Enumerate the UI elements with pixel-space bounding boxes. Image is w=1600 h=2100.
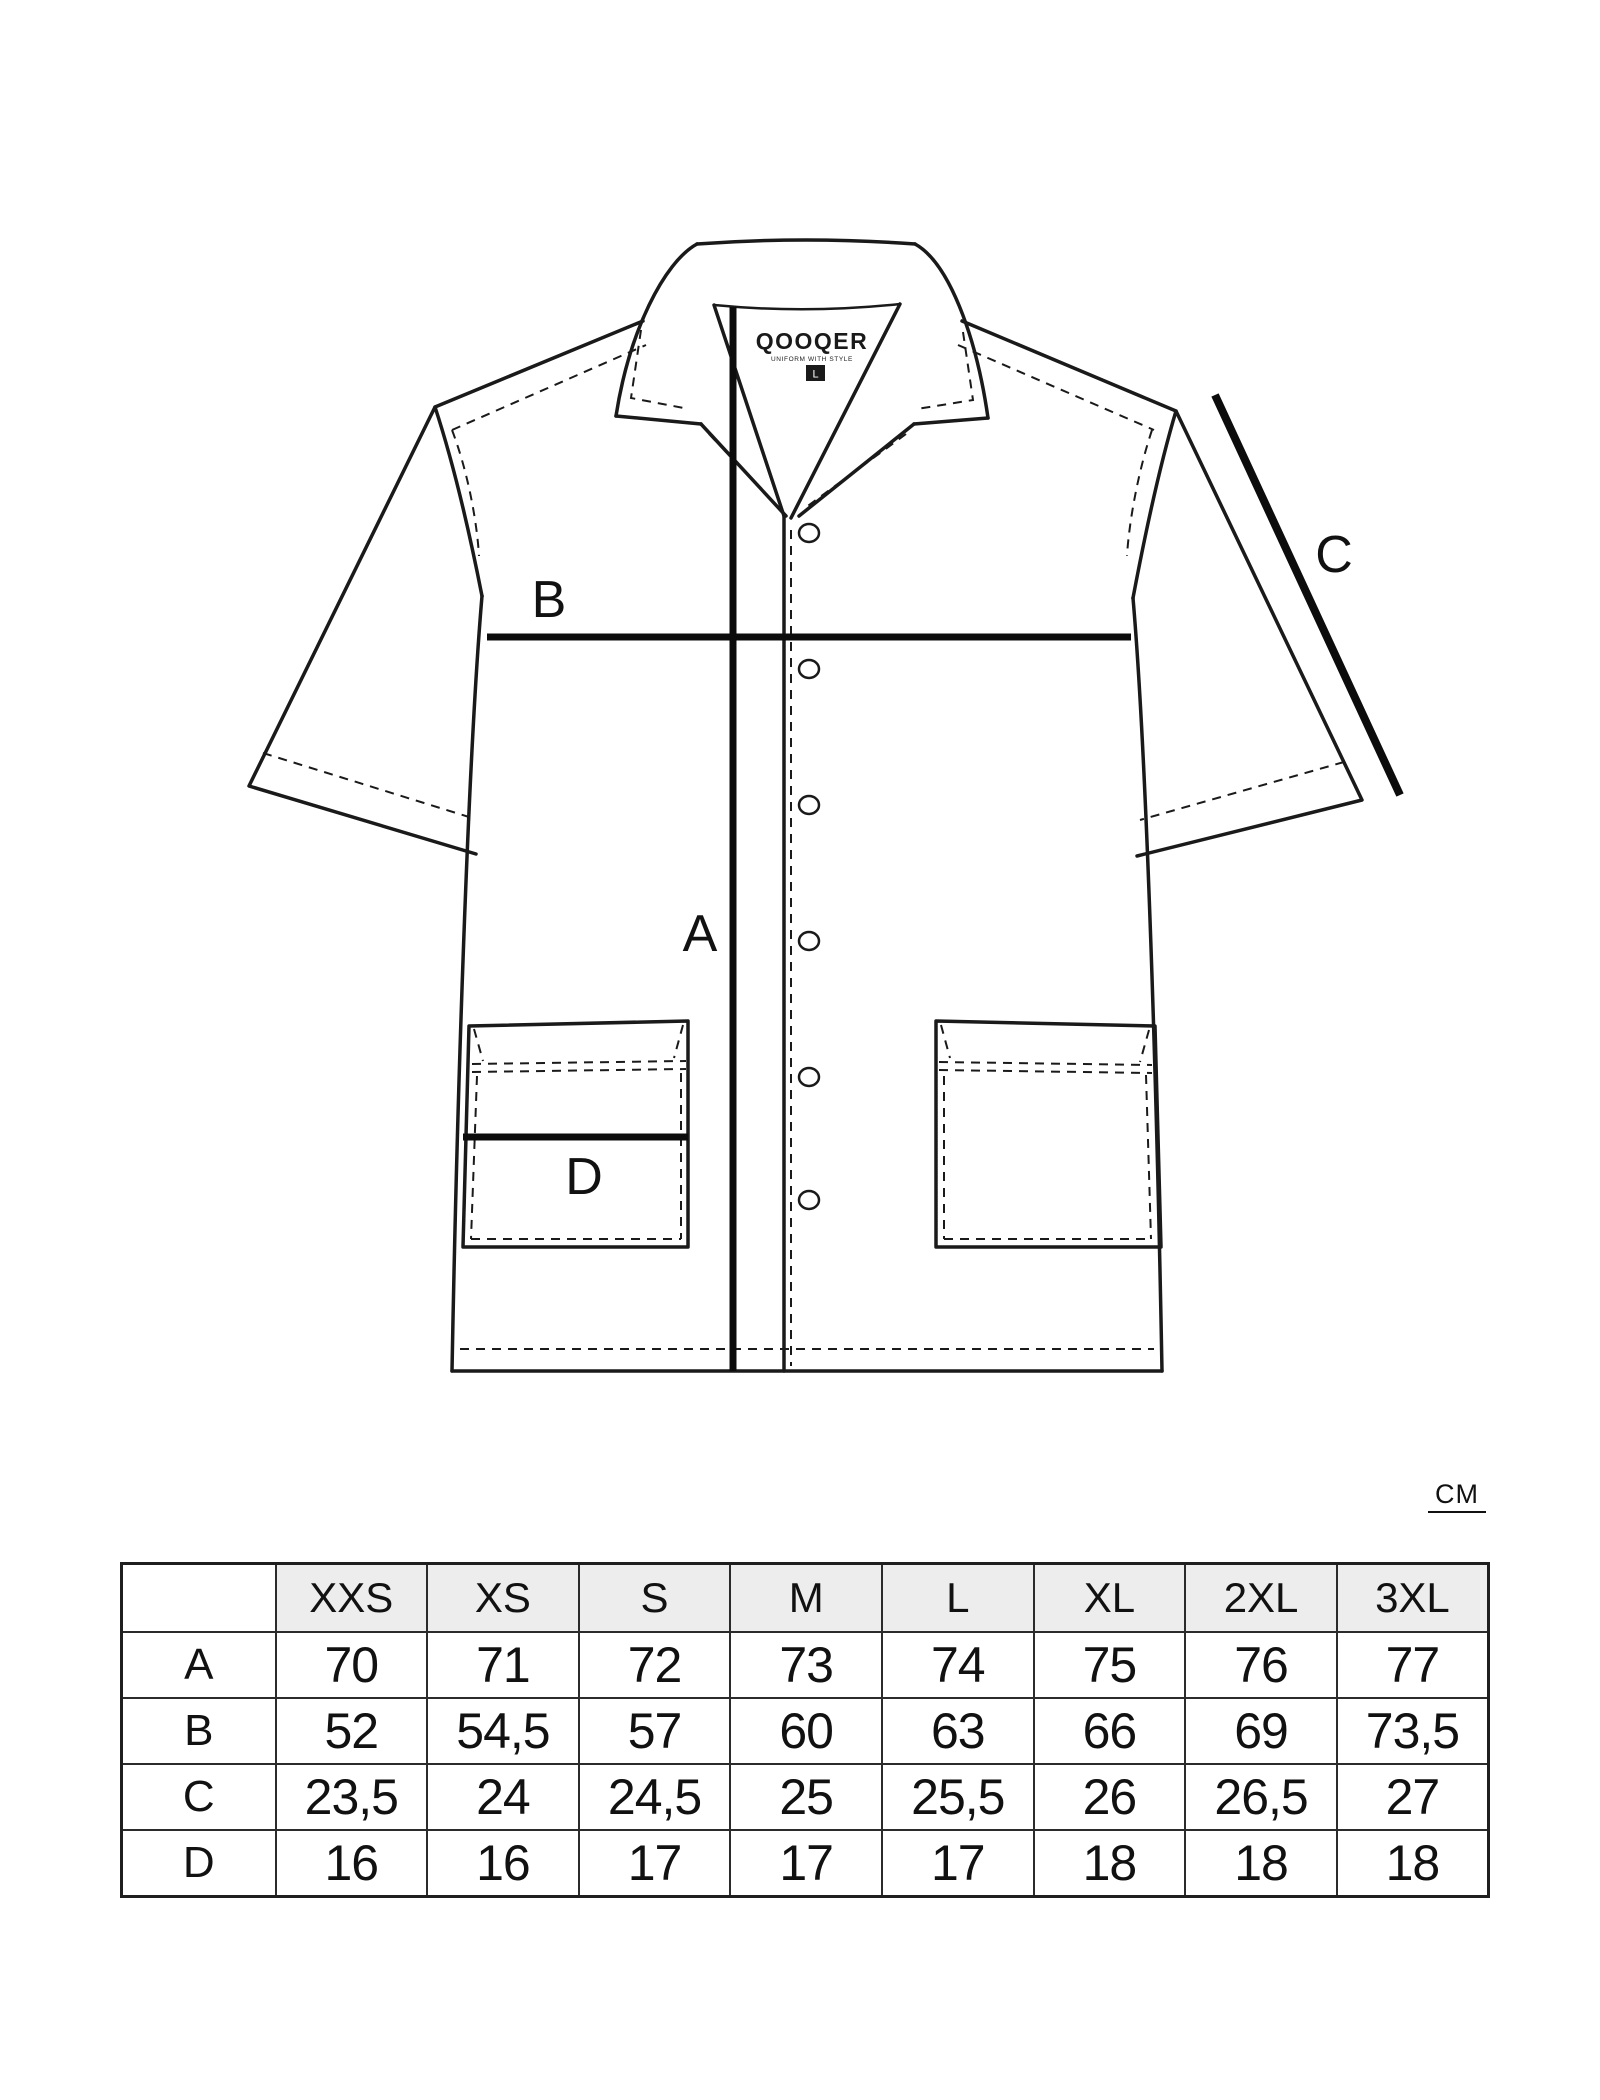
placket-buttons bbox=[799, 524, 819, 1209]
cell: 76 bbox=[1185, 1632, 1337, 1698]
measurement-label-d: D bbox=[565, 1148, 603, 1206]
size-table-corner-cell bbox=[122, 1564, 276, 1633]
cell: 24 bbox=[427, 1764, 579, 1830]
cell: 16 bbox=[276, 1830, 428, 1897]
cell: 18 bbox=[1337, 1830, 1489, 1897]
size-col-l: L bbox=[882, 1564, 1034, 1633]
measurement-label-a: A bbox=[682, 905, 718, 963]
cell: 72 bbox=[579, 1632, 731, 1698]
cell: 77 bbox=[1337, 1632, 1489, 1698]
table-row-b bbox=[122, 1698, 1489, 1764]
cell: 26,5 bbox=[1185, 1764, 1337, 1830]
brand-tagline: UNIFORM WITH STYLE bbox=[771, 356, 853, 363]
size-col-xs: XS bbox=[427, 1564, 579, 1633]
table-row-a bbox=[122, 1632, 1489, 1698]
cell: 17 bbox=[730, 1830, 882, 1897]
cell: 73,5 bbox=[1337, 1698, 1489, 1764]
size-col-s: S bbox=[579, 1564, 731, 1633]
cell: 25 bbox=[730, 1764, 882, 1830]
shirt-body-outline bbox=[249, 321, 1362, 1371]
size-col-xxs: XXS bbox=[276, 1564, 428, 1633]
cell: 63 bbox=[882, 1698, 1034, 1764]
cell: 60 bbox=[730, 1698, 882, 1764]
row-label: B bbox=[122, 1698, 276, 1764]
cell: 73 bbox=[730, 1632, 882, 1698]
size-col-3xl: 3XL bbox=[1337, 1564, 1489, 1633]
cell: 54,5 bbox=[427, 1698, 579, 1764]
size-col-xl: XL bbox=[1034, 1564, 1186, 1633]
size-col-2xl: 2XL bbox=[1185, 1564, 1337, 1633]
size-tag-letter: L bbox=[812, 368, 819, 381]
stitch-lines bbox=[263, 330, 1344, 1366]
cell: 70 bbox=[276, 1632, 428, 1698]
size-col-m: M bbox=[730, 1564, 882, 1633]
cell: 27 bbox=[1337, 1764, 1489, 1830]
cell: 25,5 bbox=[882, 1764, 1034, 1830]
cell: 74 bbox=[882, 1632, 1034, 1698]
cell: 23,5 bbox=[276, 1764, 428, 1830]
units-label: CM bbox=[1428, 1479, 1486, 1513]
cell: 69 bbox=[1185, 1698, 1337, 1764]
cell: 17 bbox=[579, 1830, 731, 1897]
cell: 66 bbox=[1034, 1698, 1186, 1764]
table-row-c bbox=[122, 1764, 1489, 1830]
cell: 18 bbox=[1185, 1830, 1337, 1897]
measurement-label-c: C bbox=[1315, 526, 1353, 584]
size-table-header-row bbox=[122, 1564, 1489, 1633]
table-row-d bbox=[122, 1830, 1489, 1897]
cell: 57 bbox=[579, 1698, 731, 1764]
cell: 24,5 bbox=[579, 1764, 731, 1830]
cell: 71 bbox=[427, 1632, 579, 1698]
row-label: A bbox=[122, 1632, 276, 1698]
right-pocket bbox=[936, 1021, 1161, 1247]
cell: 52 bbox=[276, 1698, 428, 1764]
cell: 75 bbox=[1034, 1632, 1186, 1698]
measurement-label-b: B bbox=[531, 571, 567, 629]
cell: 17 bbox=[882, 1830, 1034, 1897]
row-label: D bbox=[122, 1830, 276, 1897]
brand-logo: QOOQER bbox=[755, 328, 869, 354]
measurement-line-c bbox=[1215, 395, 1400, 795]
brand-neck-label bbox=[756, 328, 869, 381]
cell: 18 bbox=[1034, 1830, 1186, 1897]
cell: 26 bbox=[1034, 1764, 1186, 1830]
row-label: C bbox=[122, 1764, 276, 1830]
size-table bbox=[120, 1562, 1490, 1898]
cell: 16 bbox=[427, 1830, 579, 1897]
